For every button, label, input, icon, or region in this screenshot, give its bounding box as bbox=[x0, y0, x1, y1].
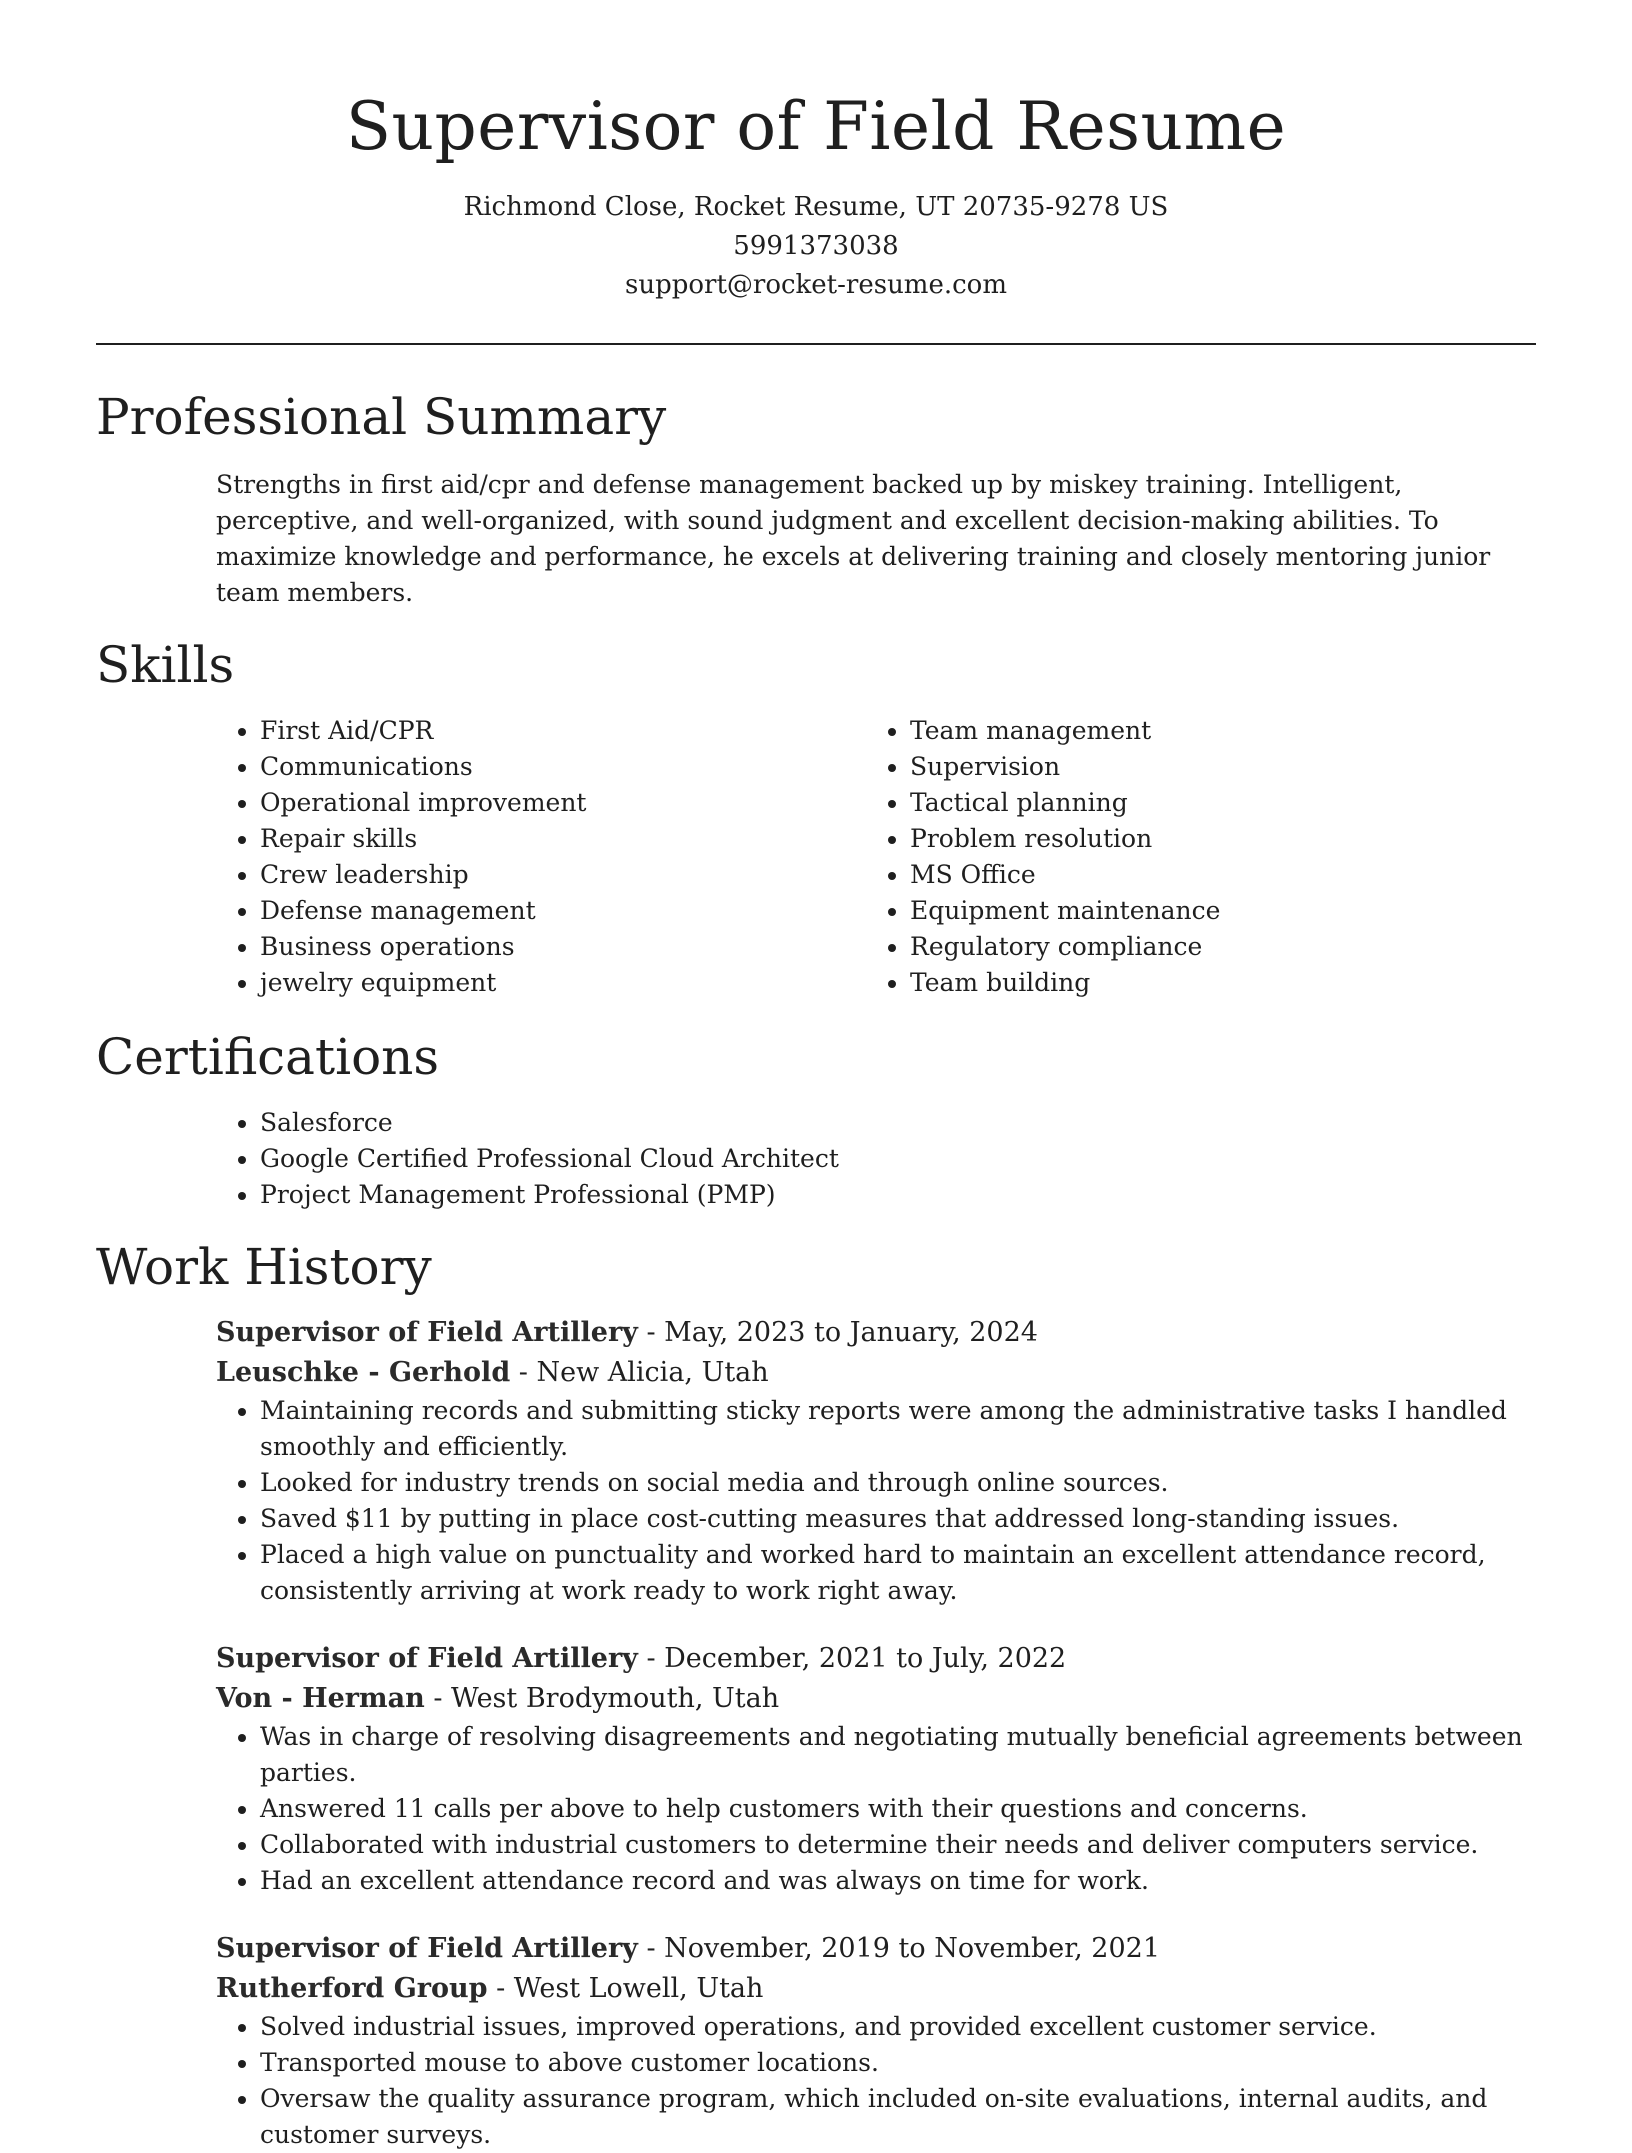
job-dates: - December, 2021 to July, 2022 bbox=[637, 1643, 1067, 1674]
job-duty: • Answered 11 calls per above to help customers with their questions and concerns. bbox=[260, 1791, 1536, 1827]
skill-item: • Business operations bbox=[260, 929, 866, 965]
skills-column-left bbox=[216, 713, 866, 1001]
certification-item: • Project Management Professional (PMP) bbox=[260, 1177, 1536, 1213]
skill-item: • Communications bbox=[260, 749, 866, 785]
job-duty: • Transported mouse to above customer locations. bbox=[260, 2045, 1536, 2081]
phone: 5991373038 bbox=[733, 231, 899, 261]
summary-heading: Professional Summary bbox=[96, 388, 667, 446]
skill-item: • Operational improvement bbox=[260, 785, 866, 821]
job-title-line bbox=[216, 1313, 1536, 1353]
certification-item: • Salesforce bbox=[260, 1105, 1536, 1141]
job-duties-list bbox=[216, 2009, 1536, 2153]
job-company-line bbox=[216, 1679, 1536, 1719]
job-duty: • Collaborated with industrial customers to determine their needs and deliver computers service. bbox=[260, 1827, 1536, 1863]
work-history-heading: Work History bbox=[96, 1238, 432, 1296]
email: support@rocket-resume.com bbox=[624, 270, 1007, 300]
job-duty: • Had an excellent attendance record and was always on time for work. bbox=[260, 1863, 1536, 1899]
job-company-line bbox=[216, 1969, 1536, 2009]
job-title-line bbox=[216, 1929, 1536, 1969]
job-entry bbox=[216, 1639, 1536, 1899]
job-location: - West Lowell, Utah bbox=[487, 1973, 764, 2004]
job-company: Leuschke - Gerhold bbox=[216, 1357, 511, 1388]
job-company-line bbox=[216, 1353, 1536, 1393]
job-entry bbox=[216, 1929, 1536, 2153]
job-duty: • Oversaw the quality assurance program, which included on-site evaluations, internal audits, and customer surveys. bbox=[260, 2081, 1536, 2153]
certifications-list bbox=[216, 1105, 1536, 1213]
skills-column-right bbox=[866, 713, 1516, 1001]
job-duties-list bbox=[216, 1719, 1536, 1899]
skills-grid bbox=[216, 713, 1536, 1001]
job-duty: • Was in charge of resolving disagreements and negotiating mutually beneficial agreements between parties. bbox=[260, 1719, 1536, 1791]
job-duty: • Saved $11 by putting in place cost-cutting measures that addressed long-standing issues. bbox=[260, 1501, 1536, 1537]
job-title-line bbox=[216, 1639, 1536, 1679]
address: Richmond Close, Rocket Resume, UT 20735-9278 US bbox=[463, 192, 1169, 222]
skills-list-right bbox=[866, 713, 1516, 1001]
skill-item: • First Aid/CPR bbox=[260, 713, 866, 749]
job-title: Supervisor of Field Artillery bbox=[216, 1643, 638, 1674]
job-duty: • Looked for industry trends on social media and through online sources. bbox=[260, 1465, 1536, 1501]
job-duty: • Maintaining records and submitting sticky reports were among the administrative tasks I handled smoothly and efficiently. bbox=[260, 1393, 1536, 1465]
job-dates: - May, 2023 to January, 2024 bbox=[637, 1317, 1038, 1348]
skill-item: • Tactical planning bbox=[910, 785, 1516, 821]
resume-title: Supervisor of Field Resume bbox=[345, 88, 1287, 165]
skill-item: • Supervision bbox=[910, 749, 1516, 785]
skill-item: • Repair skills bbox=[260, 821, 866, 857]
skills-list-left bbox=[216, 713, 866, 1001]
skill-item: • Defense management bbox=[260, 893, 866, 929]
skill-item: • Equipment maintenance bbox=[910, 893, 1516, 929]
job-duty: • Solved industrial issues, improved operations, and provided excellent customer service. bbox=[260, 2009, 1536, 2045]
certification-item: • Google Certified Professional Cloud Architect bbox=[260, 1141, 1536, 1177]
job-duty: • Placed a high value on punctuality and worked hard to maintain an excellent attendance record, consistently arriving at work ready to work right away. bbox=[260, 1537, 1536, 1609]
job-company: Von - Herman bbox=[216, 1683, 425, 1714]
job-duties-list bbox=[216, 1393, 1536, 1609]
skill-item: • Crew leadership bbox=[260, 857, 866, 893]
job-dates: - November, 2019 to November, 2021 bbox=[637, 1933, 1161, 1964]
job-company: Rutherford Group bbox=[216, 1973, 488, 2004]
certifications-heading: Certifications bbox=[96, 1028, 440, 1086]
skill-item: • jewelry equipment bbox=[260, 965, 866, 1001]
skills-heading: Skills bbox=[96, 636, 235, 694]
skill-item: • Team management bbox=[910, 713, 1516, 749]
job-location: - West Brodymouth, Utah bbox=[424, 1683, 780, 1714]
header-divider bbox=[96, 343, 1536, 345]
job-title: Supervisor of Field Artillery bbox=[216, 1933, 638, 1964]
summary-text: Strengths in first aid/cpr and defense management backed up by miskey training. Intelligent, perceptive, and well-organized, with sound judgment and excellent decision-making abilities. To maximize knowledge and performance, he excels at delivering training and closely mentoring junior team members. bbox=[216, 470, 1491, 607]
certifications-block bbox=[216, 1105, 1536, 1213]
job-title: Supervisor of Field Artillery bbox=[216, 1317, 638, 1348]
skill-item: • Problem resolution bbox=[910, 821, 1516, 857]
resume-page bbox=[96, 0, 1536, 2153]
job-entry bbox=[216, 1313, 1536, 1609]
contact-block bbox=[96, 188, 1536, 305]
skill-item: • Regulatory compliance bbox=[910, 929, 1516, 965]
job-location: - New Alicia, Utah bbox=[510, 1357, 769, 1388]
skill-item: • Team building bbox=[910, 965, 1516, 1001]
skill-item: • MS Office bbox=[910, 857, 1516, 893]
